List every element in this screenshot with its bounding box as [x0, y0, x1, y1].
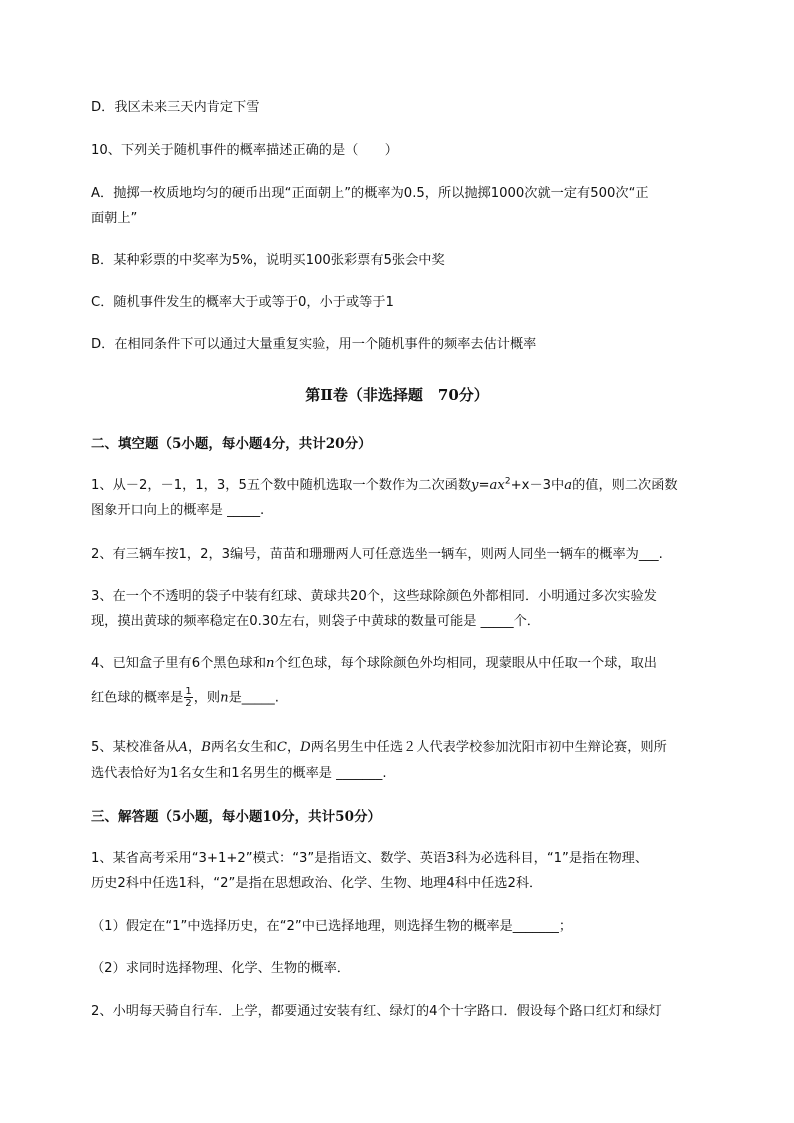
answer-q1-part2: （2）求同时选择物理、化学、生物的概率．: [91, 961, 350, 976]
fill-q3-line2: 现，摸出黄球的频率稳定在0.30左右，则袋子中黄球的数量可能是 _____个．: [91, 614, 540, 629]
fill-q5-text-b: 两名女生和: [210, 740, 277, 755]
fill-q5-var-b: B: [201, 740, 211, 755]
question-10-option-a-cont: 面朝上”: [91, 211, 138, 226]
fill-q5-var-d: D: [300, 740, 311, 755]
fill-q1-line2: 图象开口向上的概率是 _____.: [91, 503, 265, 518]
fill-q1-tail: +x－3中: [510, 478, 565, 493]
fill-q4-var-n2: n: [220, 690, 229, 706]
fill-q5-line1: [91, 738, 667, 758]
section-title: 第Ⅱ卷（非选择题 70分）: [305, 386, 489, 404]
fill-q4-line1: [91, 654, 657, 674]
fill-q1-text-b: 的值，则二次函数: [572, 478, 678, 493]
fraction-denominator: 2: [185, 698, 192, 709]
fill-q4-text-b: 个红色球，每个球除颜色外均相同，现蒙眼从中任取一个球，取出: [274, 656, 657, 671]
fill-q5-comma-1: ，: [188, 740, 202, 755]
fill-q2: 2、有三辆车按1，2，3编号，苗苗和珊珊两人可任意选坐一辆车，则两人同坐一辆车的概率为___.: [91, 547, 663, 562]
fill-q5-var-a: A: [178, 740, 189, 755]
fill-q1-var-y: y: [471, 478, 479, 493]
fill-q4-var-n: n: [266, 656, 275, 671]
fill-q3-line1: 3、在一个不透明的袋子中装有红球、黄球共20个，这些球除颜色外都相同．小明通过多次实验发: [91, 589, 657, 604]
answer-q2-line1: 2、小明每天骑自行车．上学，都要通过安装有红、绿灯的4个十字路口．假设每个路口红灯和绿灯: [91, 1004, 662, 1019]
question-10-option-d: D．在相同条件下可以通过大量重复实验，用一个随机事件的频率去估计概率: [91, 337, 537, 352]
fill-q5-text-c: 两名男生中任选２人代表学校参加沈阳市初中生辩论赛，则所: [310, 740, 667, 755]
fill-q1-eq: =: [478, 478, 490, 493]
fill-q4-text-e: 是_____.: [228, 690, 279, 706]
fill-in-heading: 二、填空题（5小题，每小题4分，共计20分）: [91, 436, 372, 452]
fill-q1-line1: [91, 476, 678, 496]
fill-q4-text-c: 红色球的概率是: [91, 690, 184, 706]
question-10-option-a: A．抛掷一枚质地均匀的硬币出现“正面朝上”的概率为0.5，所以抛掷1000次就一定有500次“正: [91, 186, 649, 201]
fill-q5-text-a: 5、某校准备从: [91, 740, 179, 755]
answer-q1-line1: 1、某省高考采用“3+1+2”模式：“3”是指语文、数学、英语3科为必选科目，“1”是指在物理、: [91, 851, 649, 866]
fill-q5-comma-2: ，: [286, 740, 301, 755]
question-10-option-c: C．随机事件发生的概率大于或等于0，小于或等于1: [91, 295, 394, 310]
fill-q4-fraction: [184, 686, 192, 709]
fill-q5-var-c: C: [276, 740, 287, 755]
fill-q1-var-a: a: [489, 478, 498, 493]
answer-q1-line2: 历史2科中任选1科，“2”是指在思想政治、化学、生物、地理4科中任选2科．: [91, 876, 543, 891]
fill-q1-var-x: x: [497, 478, 505, 493]
answer-q1-part1: （1）假定在“1”中选择历史，在“2”中已选择地理，则选择生物的概率是_______；: [91, 919, 573, 934]
question-9-option-d: D．我区未来三天内肯定下雪: [91, 100, 260, 115]
fill-q5-line2: 选代表恰好为1名女生和1名男生的概率是 _______.: [91, 766, 387, 781]
fill-q4-text-a: 4、已知盒子里有6个黑色球和: [91, 656, 267, 671]
fill-q4-text-d: ，则: [193, 690, 221, 706]
fraction-numerator: 1: [185, 686, 192, 697]
fill-q1-text-a: 1、从－2，－1，1，3，5五个数中随机选取一个数作为二次函数: [91, 478, 472, 493]
question-10-stem: 10、下列关于随机事件的概率描述正确的是（ ）: [91, 143, 398, 158]
question-10-option-b: B．某种彩票的中奖率为5%，说明买100张彩票有5张会中奖: [91, 253, 445, 268]
fill-q4-line2: [91, 686, 279, 709]
fill-q1-exponent: 2: [504, 476, 511, 487]
answer-heading: 三、解答题（5小题，每小题10分，共计50分）: [91, 809, 381, 825]
fill-q1-var-a2: a: [564, 478, 573, 493]
